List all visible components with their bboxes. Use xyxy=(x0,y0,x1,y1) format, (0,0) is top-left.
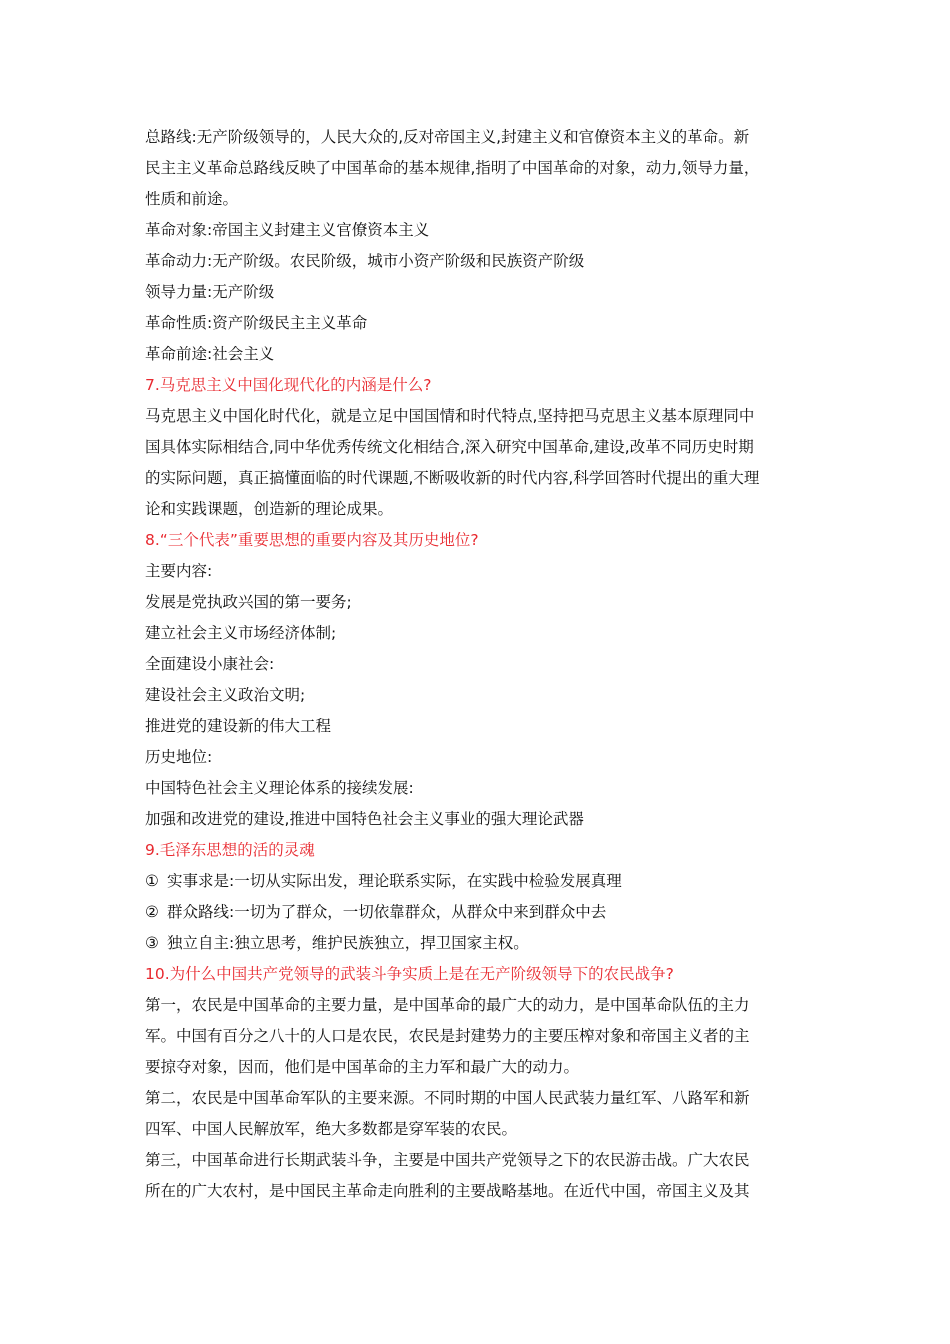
list-item xyxy=(145,928,815,959)
text-line: 加强和改进党的建设,推进中国特色社会主义事业的强大理论武器 xyxy=(145,810,584,828)
paragraph xyxy=(145,990,815,1083)
paragraph xyxy=(145,680,815,711)
list-item xyxy=(145,866,815,897)
text-line: 所在的广大农村，是中国民主革命走向胜利的主要战略基地。在近代中国，帝国主义及其 xyxy=(145,1182,750,1200)
paragraph xyxy=(145,711,815,742)
text-line: 论和实践课题，创造新的理论成果。 xyxy=(145,500,394,518)
section-heading: 9.毛泽东思想的活的灵魂 xyxy=(145,841,315,859)
section-heading: 8.“三个代表”重要思想的重要内容及其历史地位? xyxy=(145,531,479,549)
paragraph xyxy=(145,401,815,525)
paragraph xyxy=(145,1083,815,1145)
text-line: 要掠夺对象，因而，他们是中国革命的主力军和最广大的动力。 xyxy=(145,1058,580,1076)
text-line: 总路线:无产阶级领导的，人民大众的,反对帝国主义,封建主义和官僚资本主义的革命。新 xyxy=(145,128,750,146)
text-line: 领导力量:无产阶级 xyxy=(145,283,275,301)
paragraph xyxy=(145,246,815,277)
text-line: 革命性质:资产阶级民主主义革命 xyxy=(145,314,368,332)
text-line: 建立社会主义市场经济体制; xyxy=(145,624,337,642)
paragraph xyxy=(145,618,815,649)
paragraph xyxy=(145,556,815,587)
text-line: 军。中国有百分之八十的人口是农民，农民是封建势力的主要压榨对象和帝国主义者的主 xyxy=(145,1027,750,1045)
text-line: 国具体实际相结合,同中华优秀传统文化相结合,深入研究中国革命,建设,改革不同历史时期 xyxy=(145,438,754,456)
paragraph xyxy=(145,215,815,246)
paragraph xyxy=(145,1145,815,1207)
text-line: 革命前途:社会主义 xyxy=(145,345,275,363)
text-line: 马克思主义中国化时代化，就是立足中国国情和时代特点,坚持把马克思主义基本原理同中 xyxy=(145,407,755,425)
paragraph xyxy=(145,587,815,618)
paragraph xyxy=(145,122,815,215)
circled-number: ① xyxy=(145,872,159,890)
text-line: 全面建设小康社会: xyxy=(145,655,275,673)
text-line: 革命动力:无产阶级。农民阶级，城市小资产阶级和民族资产阶级 xyxy=(145,252,585,270)
circled-number: ② xyxy=(145,903,159,921)
text-line: 革命对象:帝国主义封建主义官僚资本主义 xyxy=(145,221,430,239)
paragraph xyxy=(145,649,815,680)
text-line: 第三，中国革命进行长期武装斗争，主要是中国共产党领导之下的农民游击战。广大农民 xyxy=(145,1151,750,1169)
text-line: 中国特色社会主义理论体系的接续发展: xyxy=(145,779,414,797)
paragraph xyxy=(145,308,815,339)
list-item xyxy=(145,897,815,928)
document-body xyxy=(145,122,815,1207)
list-item-text: 独立自主:独立思考，维护民族独立，捍卫国家主权。 xyxy=(167,934,529,952)
circled-number: ③ xyxy=(145,934,159,952)
text-line: 历史地位: xyxy=(145,748,213,766)
section-heading: 7.马克思主义中国化现代化的内涵是什么? xyxy=(145,376,432,394)
text-line: 性质和前途。 xyxy=(145,190,239,208)
paragraph xyxy=(145,742,815,773)
text-line: 民主主义革命总路线反映了中国革命的基本规律,指明了中国革命的对象，动力,领导力量， xyxy=(145,159,760,177)
text-line: 推进党的建设新的伟大工程 xyxy=(145,717,332,735)
text-line: 主要内容: xyxy=(145,562,213,580)
list-item-text: 实事求是:一切从实际出发，理论联系实际，在实践中检验发展真理 xyxy=(167,872,622,890)
section-heading: 10.为什么中国共产党领导的武装斗争实质上是在无产阶级领导下的农民战争? xyxy=(145,965,674,983)
text-line: 建设社会主义政治文明; xyxy=(145,686,306,704)
paragraph xyxy=(145,277,815,308)
text-line: 四军、中国人民解放军，绝大多数都是穿军装的农民。 xyxy=(145,1120,518,1138)
text-line: 的实际问题，真正搞懂面临的时代课题,不断吸收新的时代内容,科学回答时代提出的重大理 xyxy=(145,469,760,487)
paragraph xyxy=(145,339,815,370)
paragraph xyxy=(145,773,815,804)
list-item-text: 群众路线:一切为了群众，一切依靠群众，从群众中来到群众中去 xyxy=(167,903,607,921)
paragraph xyxy=(145,804,815,835)
text-line: 发展是党执政兴国的第一要务; xyxy=(145,593,352,611)
text-line: 第二，农民是中国革命军队的主要来源。不同时期的中国人民武装力量红军、八路军和新 xyxy=(145,1089,750,1107)
text-line: 第一，农民是中国革命的主要力量，是中国革命的最广大的动力，是中国革命队伍的主力 xyxy=(145,996,750,1014)
